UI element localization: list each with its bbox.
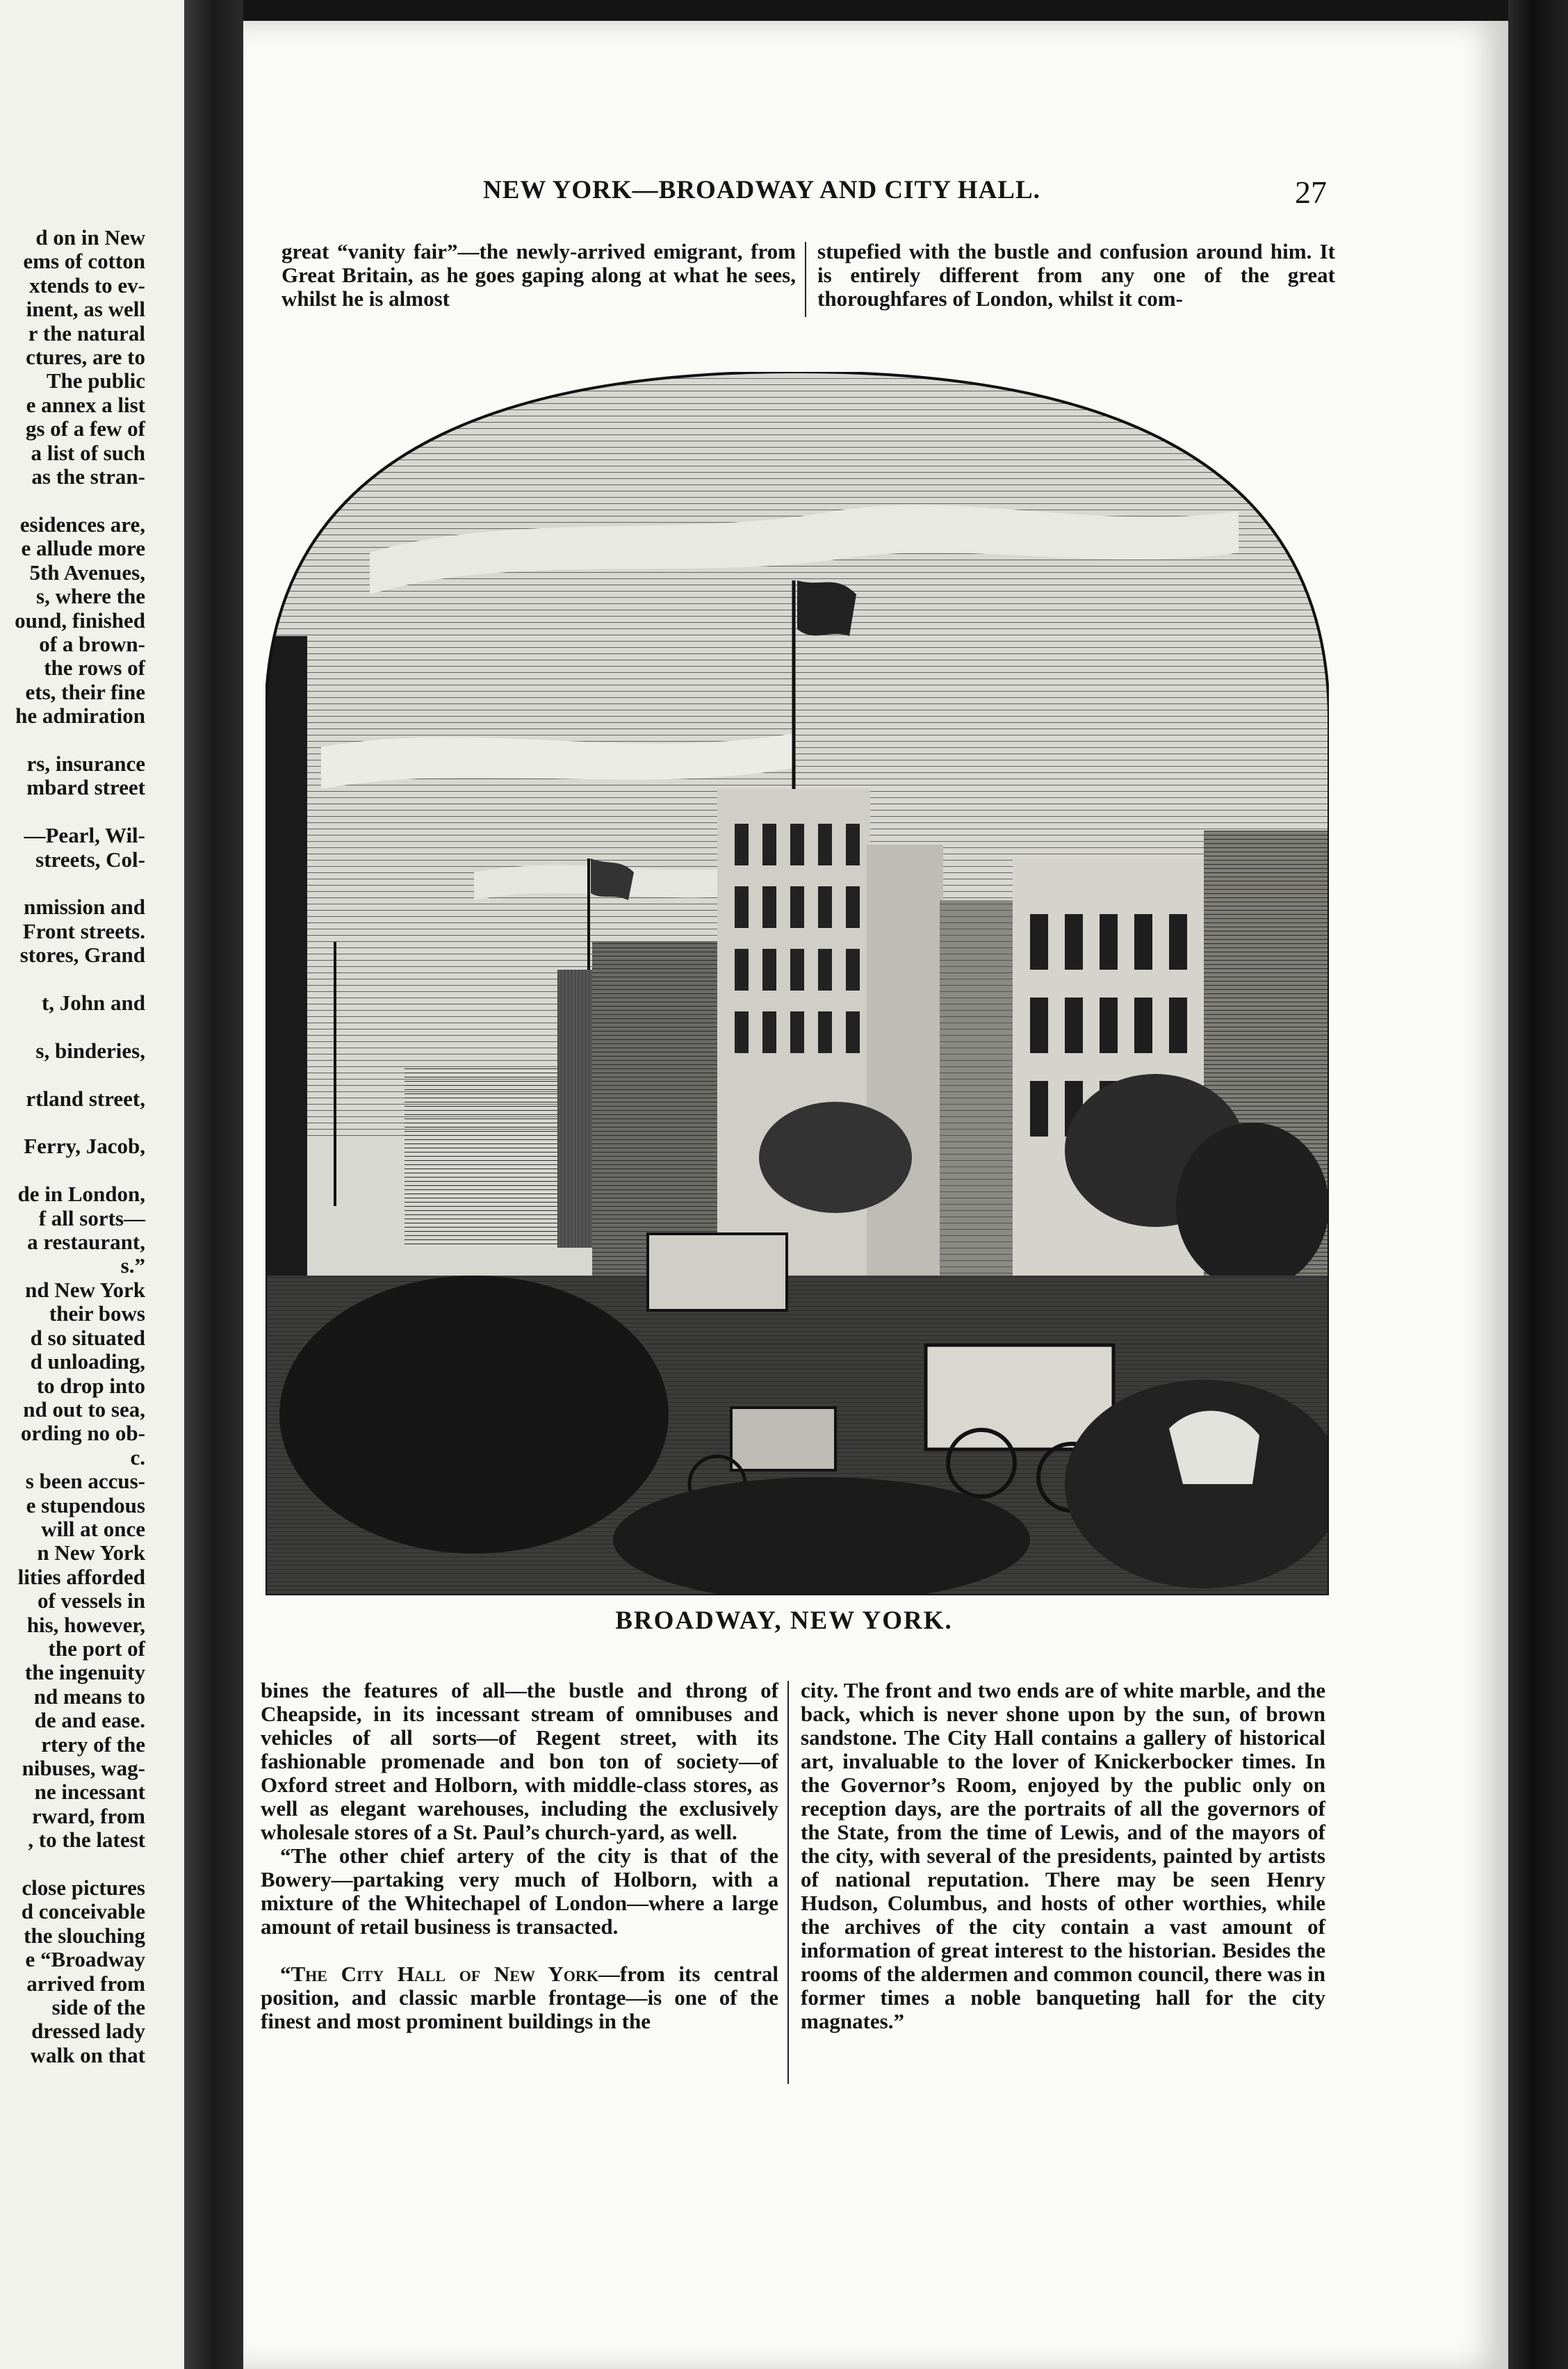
facing-page-line: his, however, xyxy=(26,1612,145,1637)
paragraph-text: —from its central position, and classic marble frontage—is one of the finest and most prominent buildings in the xyxy=(261,1962,778,2033)
facing-page-line: gs of a few of xyxy=(25,416,145,441)
facing-page-line: Front streets. xyxy=(22,918,145,943)
facing-page-line xyxy=(0,1853,145,1876)
book-gutter xyxy=(184,0,243,2369)
facing-page-line: d conceivable xyxy=(21,1899,145,1924)
facing-page-line: as the stran- xyxy=(31,464,145,489)
engraving-caption: BROADWAY, NEW YORK. xyxy=(615,1606,953,1635)
facing-page-line: d unloading, xyxy=(30,1349,145,1374)
facing-page-line: s been accus- xyxy=(25,1469,145,1494)
facing-page-line: nibuses, wag- xyxy=(22,1756,145,1780)
column-rule xyxy=(787,1681,789,2084)
facing-page-line: —Pearl, Wil- xyxy=(24,823,145,848)
running-head: NEW YORK—BROADWAY AND CITY HALL. xyxy=(483,176,1040,204)
facing-page-line: arrived from xyxy=(26,1971,145,1996)
facing-page-line xyxy=(0,1015,145,1039)
facing-page-line: the slouching xyxy=(24,1923,145,1948)
facing-page-text xyxy=(0,226,145,2067)
broadway-engraving xyxy=(266,372,1329,1595)
facing-page-line xyxy=(0,800,145,824)
facing-page-line: a list of such xyxy=(31,440,145,465)
facing-page-line: ne incessant xyxy=(34,1780,145,1805)
facing-page-line: he admiration xyxy=(15,703,145,728)
facing-page-line: ctures, are to xyxy=(26,345,145,370)
paragraph: stupefied with the bustle and confusion around him. It is entirely different from any one of the great thoroughfares of London, whilst it com- xyxy=(817,239,1335,311)
facing-page-line: s, binderies, xyxy=(35,1038,145,1063)
paragraph: “The other chief artery of the city is that of the Bowery—partaking very much of Holborn, with a mixture of the Whitechapel of London—where a large amount of retail business is transacted. xyxy=(261,1843,778,1939)
page-edge xyxy=(1508,0,1568,2369)
small-caps-lead: “The City Hall of New York xyxy=(280,1962,598,1986)
facing-page-line: dressed lady xyxy=(31,2019,145,2044)
facing-page-line: s, where the xyxy=(36,584,145,609)
bottom-column-left xyxy=(261,1679,778,2033)
facing-page-line: the rows of xyxy=(44,656,145,681)
facing-page-line: the port of xyxy=(48,1636,145,1661)
facing-page-line: r the natural xyxy=(28,320,145,345)
facing-page-line: ems of cotton xyxy=(23,249,145,274)
facing-page-line: e annex a list xyxy=(26,392,145,417)
facing-page xyxy=(0,0,184,2369)
facing-page-line: nd New York xyxy=(25,1277,145,1302)
facing-page-line: rward, from xyxy=(32,1803,145,1828)
facing-page-line: The public xyxy=(46,368,145,393)
facing-page-line: f all sorts— xyxy=(38,1205,145,1230)
facing-page-line: d so situated xyxy=(30,1325,145,1350)
facing-page-line: lities afforded xyxy=(17,1564,145,1589)
facing-page-line: de and ease. xyxy=(34,1708,145,1733)
facing-page-line: d on in New xyxy=(35,225,145,250)
facing-page-line xyxy=(0,872,145,895)
facing-page-line: e allude more xyxy=(21,536,145,561)
facing-page-line: rtery of the xyxy=(41,1732,145,1757)
facing-page-line: xtends to ev- xyxy=(28,272,145,298)
facing-page-line: esidences are, xyxy=(19,512,145,537)
facing-page-line: c. xyxy=(130,1444,145,1470)
facing-page-line: e “Broadway xyxy=(25,1947,145,1972)
facing-page-line: mbard street xyxy=(26,775,145,800)
facing-page-line: of a brown- xyxy=(39,631,145,656)
facing-page-line: to drop into xyxy=(36,1373,145,1398)
facing-page-line: rs, insurance xyxy=(26,751,145,776)
facing-page-line xyxy=(0,1111,145,1134)
paragraph: city. The front and two ends are of white marble, and the back, which is never shone upon by the sun, of brown sandstone. The City Hall contains a gallery of historical art, invaluable to the lover of Knickerbocker times. In the Governor’s Room, enjoyed by the public only on reception days, are the portraits of all the governors of the State, from the time of Lewis, and of the mayors of the city, with several of the presidents, painted by artists of national reputation. There may be seen Henry Hudson, Columbus, and hosts of other worthies, while the archives of the city contain a vast amount of information of great interest to the historian. Besides the rooms of the aldermen and common council, there was in former times a noble banqueting hall for the city magnates.” xyxy=(801,1678,1325,2033)
facing-page-line: streets, Col- xyxy=(35,847,145,872)
top-column-left xyxy=(281,240,796,311)
facing-page-line xyxy=(0,1159,145,1182)
paragraph: bines the features of all—the bustle and throng of Cheapside, in its incessant stream of omnibuses and vehicles of all sorts—of Regent street, with its fashionable promenade and bon ton of society—of Oxford street and Holborn, with middle-class stores, as well as elegant warehouses, including the exclusively wholesale stores of a St. Paul’s church-yard, as well. xyxy=(261,1678,778,1844)
paragraph: great “vanity fair”—the newly-arrived emigrant, from Great Britain, as he goes gaping along at what he sees, whilst he is almost xyxy=(281,239,796,311)
facing-page-line: ets, their fine xyxy=(25,679,145,704)
facing-page-line xyxy=(0,728,145,752)
facing-page-line: 5th Avenues, xyxy=(29,560,145,585)
top-column-right xyxy=(817,240,1335,311)
facing-page-line: nd out to sea, xyxy=(23,1397,145,1422)
facing-page-line: ound, finished xyxy=(15,608,145,633)
facing-page-line: e stupendous xyxy=(26,1492,145,1517)
facing-page-line: stores, Grand xyxy=(19,943,145,968)
page-number: 27 xyxy=(1295,174,1327,210)
facing-page-line: de in London, xyxy=(17,1182,145,1207)
facing-page-line xyxy=(0,968,145,991)
facing-page-line: rtland street, xyxy=(26,1086,145,1111)
facing-page-line: will at once xyxy=(41,1516,145,1541)
facing-page-line: Ferry, Jacob, xyxy=(24,1134,145,1159)
facing-page-line: a restaurant, xyxy=(27,1230,145,1255)
facing-page-line xyxy=(0,489,145,512)
facing-page-line: s.” xyxy=(120,1253,145,1278)
facing-page-line: , to the latest xyxy=(28,1827,145,1853)
paragraph xyxy=(261,1962,778,2033)
facing-page-line: of vessels in xyxy=(38,1588,145,1613)
facing-page-line: nd means to xyxy=(33,1684,145,1709)
facing-page-line: their bows xyxy=(49,1301,145,1326)
facing-page-line: inent, as well xyxy=(26,297,145,322)
facing-page-line: walk on that xyxy=(30,2042,145,2067)
facing-page-line: ording no ob- xyxy=(20,1421,145,1446)
facing-page-line: n New York xyxy=(37,1540,145,1565)
bottom-column-right xyxy=(801,1679,1325,2033)
facing-page-line xyxy=(0,1063,145,1086)
column-rule xyxy=(805,242,806,317)
facing-page-line: side of the xyxy=(51,1995,145,2020)
facing-page-line: t, John and xyxy=(41,991,145,1015)
facing-page-line: close pictures xyxy=(22,1875,145,1900)
facing-page-line: the ingenuity xyxy=(24,1660,145,1685)
facing-page-line: nmission and xyxy=(24,895,145,920)
